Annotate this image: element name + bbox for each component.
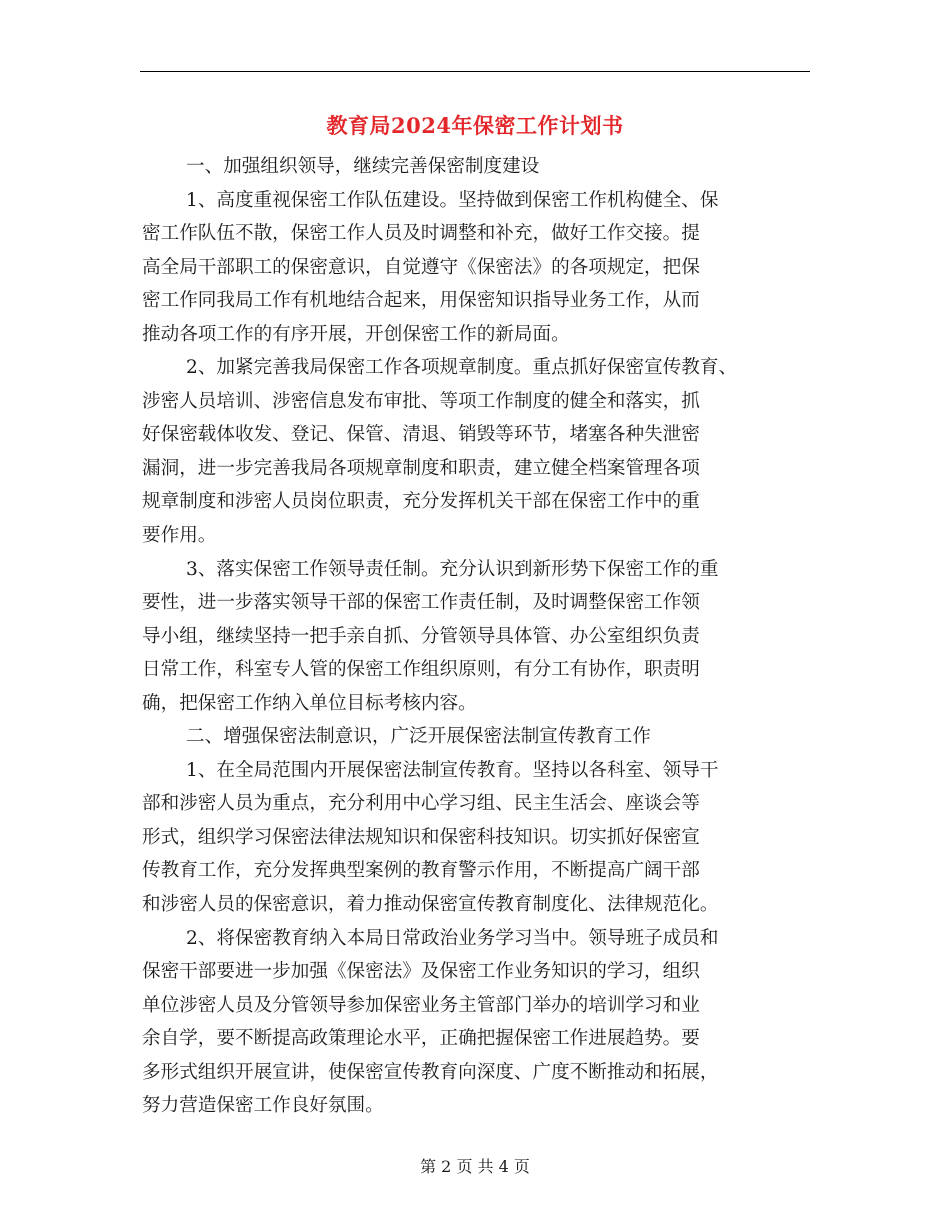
paragraph-line: 密工作队伍不散，保密工作人员及时调整和补充，做好工作交接。提 — [142, 223, 700, 245]
paragraph-line: 涉密人员培训、涉密信息发布审批、等项工作制度的健全和落实，抓 — [142, 390, 700, 412]
paragraph-line: 确，把保密工作纳入单位目标考核内容。 — [142, 692, 477, 714]
paragraph-line: 高全局干部职工的保密意识，自觉遵守《保密法》的各项规定，把保 — [142, 256, 700, 278]
paragraph-start-line: 3、落实保密工作领导责任制。充分认识到新形势下保密工作的重 — [186, 558, 719, 580]
paragraph-line: 导小组，继续坚持一把手亲自抓、分管领导具体管、办公室组织负责 — [142, 625, 700, 647]
paragraph-line: 形式，组织学习保密法律法规知识和保密科技知识。切实抓好保密宣 — [142, 826, 700, 848]
paragraph-line: 好保密载体收发、登记、保管、清退、销毁等环节，堵塞各种失泄密 — [142, 424, 700, 446]
page-indicator: 第 2 页 共 4 页 — [420, 1157, 530, 1176]
paragraph-start-line: 2、将保密教育纳入本局日常政治业务学习当中。领导班子成员和 — [186, 927, 719, 949]
paragraph-line: 保密干部要进一步加强《保密法》及保密工作业务知识的学习，组织 — [142, 961, 700, 983]
header-rule — [140, 71, 810, 72]
document-body — [142, 150, 810, 1123]
paragraph-line: 努力营造保密工作良好氛围。 — [142, 1095, 384, 1117]
paragraph-line: 密工作同我局工作有机地结合起来，用保密知识指导业务工作，从而 — [142, 290, 700, 312]
paragraph-line: 部和涉密人员为重点，充分利用中心学习组、民主生活会、座谈会等 — [142, 793, 700, 815]
paragraph-line: 日常工作，科室专人管的保密工作组织原则，有分工有协作，职责明 — [142, 659, 700, 681]
paragraph-start-line: 二、增强保密法制意识，广泛开展保密法制宣传教育工作 — [186, 726, 651, 748]
paragraph-line: 和涉密人员的保密意识，着力推动保密宣传教育制度化、法律规范化。 — [142, 894, 719, 916]
document-title: 教育局2024年保密工作计划书 — [326, 113, 624, 138]
paragraph-line: 要性，进一步落实领导干部的保密工作责任制，及时调整保密工作领 — [142, 592, 700, 614]
paragraph-line: 要作用。 — [142, 525, 217, 547]
paragraph-line: 推动各项工作的有序开展，开创保密工作的新局面。 — [142, 323, 570, 345]
paragraph-line: 余自学，要不断提高政策理论水平，正确把握保密工作进展趋势。要 — [142, 1028, 700, 1050]
paragraph-start-line: 1、在全局范围内开展保密法制宣传教育。坚持以各科室、领导干 — [186, 759, 719, 781]
paragraph-line: 单位涉密人员及分管领导参加保密业务主管部门举办的培训学习和业 — [142, 994, 700, 1016]
paragraph-start-line: 一、加强组织领导，继续完善保密制度建设 — [186, 156, 540, 177]
paragraph-line: 多形式组织开展宣讲，使保密宣传教育向深度、广度不断推动和拓展， — [142, 1061, 719, 1083]
paragraph-start-line: 2、加紧完善我局保密工作各项规章制度。重点抓好保密宣传教育、 — [186, 357, 738, 379]
paragraph-line: 规章制度和涉密人员岗位职责，充分发挥机关干部在保密工作中的重 — [142, 491, 700, 513]
paragraph-start-line: 1、高度重视保密工作队伍建设。坚持做到保密工作机构健全、保 — [186, 189, 719, 211]
paragraph-line: 传教育工作，充分发挥典型案例的教育警示作用，不断提高广阔干部 — [142, 860, 700, 882]
paragraph-line: 漏洞，进一步完善我局各项规章制度和职责，建立健全档案管理各项 — [142, 457, 700, 479]
